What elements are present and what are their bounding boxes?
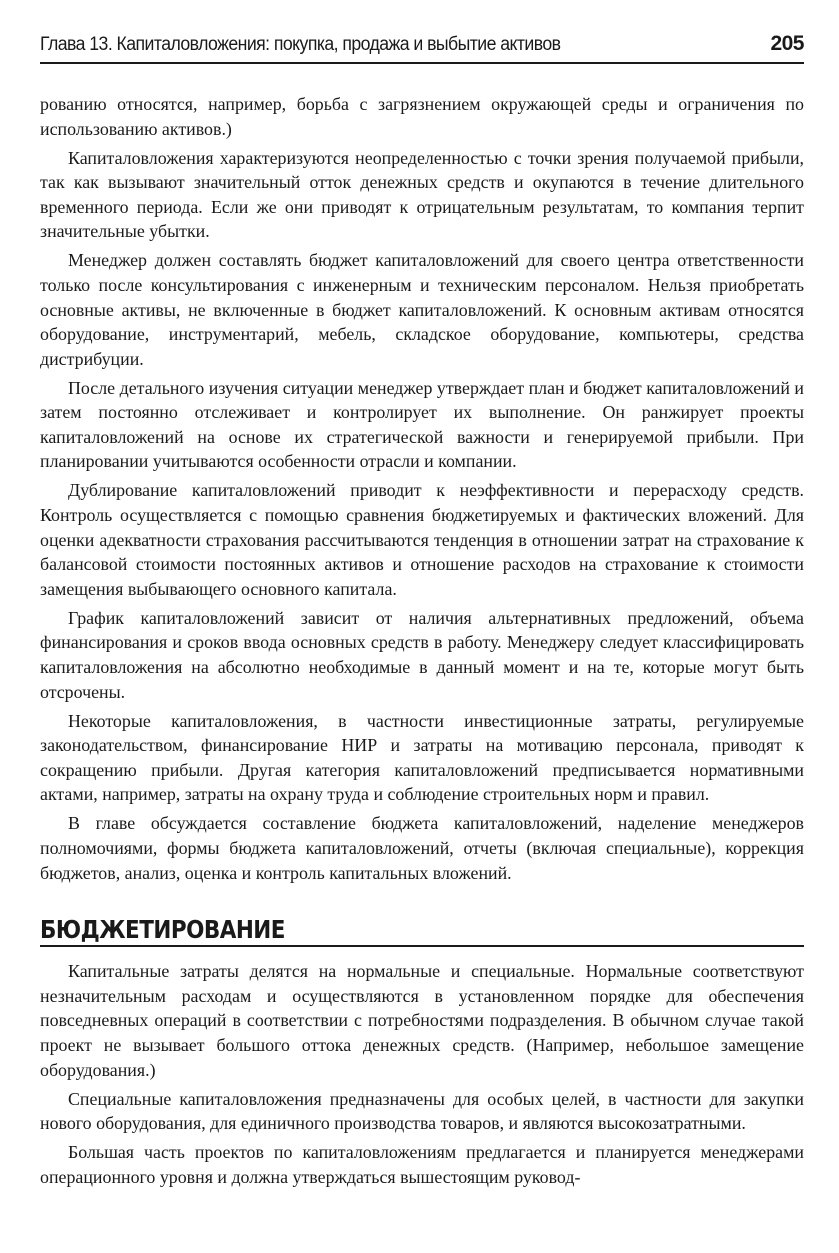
section-heading-text: БЮДЖЕТИРОВАНИЕ	[40, 914, 285, 944]
section-heading	[40, 907, 804, 947]
paragraph: График капиталовложений зависит от наличия альтернативных предложений, объема финансирования и сроков ввода основных средств в работу. Менеджеру следует классифицировать капиталовложения на абсолютно необходимые в данный момент и на те, которые могут быть отсрочены.	[40, 607, 804, 702]
paragraph: Большая часть проектов по капиталовложениям предлагается и планируется менеджерами операционного уровня и должна утверждаться вышестоящим руковод-	[40, 1142, 804, 1187]
paragraph: После детального изучения ситуации менеджер утверждает план и бюджет капиталовложений и затем постоянно отслеживает и контролирует их выполнение. Он ранжирует проекты капиталовложений на основе их стратегической важности и генерируемой прибыли. При планировании учитываются особенности отрасли и компании.	[40, 377, 804, 472]
paragraph: Менеджер должен составлять бюджет капиталовложений для своего центра ответственности только после консультирования с инженерным и техническим персоналом. Нельзя приобретать основные активы, не включенные в бюджет капиталовложений. К основным активам относятся оборудование, инструментарий, мебель, складское оборудование, компьютеры, средства дистрибуции.	[40, 250, 804, 369]
running-header	[40, 30, 804, 64]
paragraph: Капиталовложения характеризуются неопределенностью с точки зрения получаемой прибыли, так как вызывают значительный отток денежных средств и окупаются в течение длительного временного периода. Если же они приводят к отрицательным результатам, то компания терпит значительные убытки.	[40, 147, 804, 242]
page-number: 205	[770, 32, 804, 55]
chapter-title: Глава 13. Капиталовложения: покупка, продажа и выбытие активов	[40, 34, 561, 55]
paragraph: рованию относятся, например, борьба с загрязнением окружающей среды и ограничения по использованию активов.)	[40, 94, 804, 139]
paragraph: Некоторые капиталовложения, в частности инвестиционные затраты, регулируемые законодательством, финансирование НИР и затраты на мотивацию персонала, приводят к сокращению прибыли. Другая категория капиталовложений предписывается нормативными актами, например, затраты на охрану труда и соблюдение строительных норм и правил.	[40, 710, 804, 805]
paragraph: Капитальные затраты делятся на нормальные и специальные. Нормальные соответствуют незначительным расходам и осуществляются в установленном порядке для обеспечения повседневных операций в соответствии с потребностями подразделения. В обычном случае такой проект не вызывает большого оттока денежных средств. (Например, небольшое замещение оборудования.)	[40, 961, 804, 1080]
paragraph: Дублирование капиталовложений приводит к неэффективности и перерасходу средств. Контроль осуществляется с помощью сравнения бюджетируемых и фактических вложений. Для оценки адекватности страхования рассчитываются тенденция в отношении затрат на страхование к балансовой стоимости постоянных активов и отношение расходов на страхование к стоимости замещения выбывающего основного капитала.	[40, 480, 804, 599]
body-text	[40, 92, 804, 1194]
paragraph: В главе обсуждается составление бюджета капиталовложений, наделение менеджеров полномочиями, формы бюджета капиталовложений, отчеты (включая специальные), коррекция бюджетов, анализ, оценка и контроль капитальных вложений.	[40, 813, 804, 883]
paragraph: Специальные капиталовложения предназначены для особых целей, в частности для закупки нового оборудования, для единичного производства товаров, и являются высокозатратными.	[40, 1088, 804, 1134]
